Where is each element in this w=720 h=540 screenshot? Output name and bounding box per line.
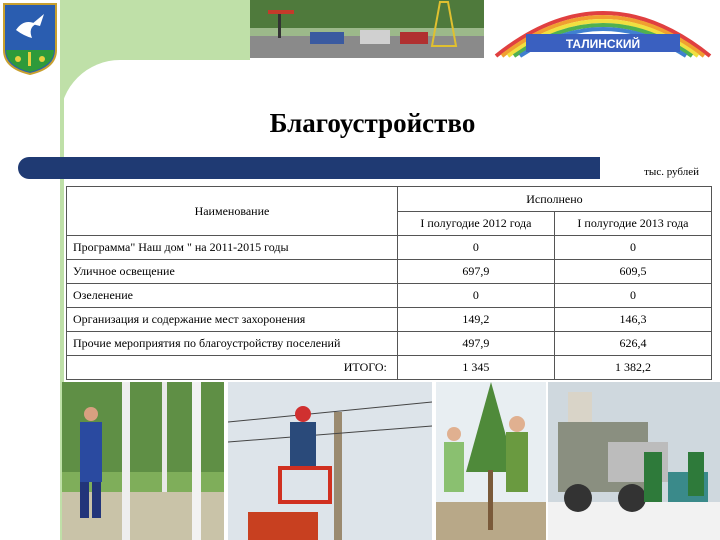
table-row bbox=[67, 308, 712, 332]
title-underline-bar bbox=[18, 157, 600, 179]
executed-header: Исполнено bbox=[397, 187, 711, 212]
row-name: Программа" Наш дом " на 2011-2015 годы bbox=[67, 236, 398, 260]
row-name: Прочие мероприятия по благоустройству поселений bbox=[67, 332, 398, 356]
street-lighting-photo bbox=[228, 382, 432, 540]
district-banner-photo bbox=[486, 0, 720, 58]
worker-birch-photo bbox=[62, 382, 224, 540]
row-name: Организация и содержание мест захоронения bbox=[67, 308, 398, 332]
row-value-2012: 0 bbox=[397, 284, 554, 308]
row-value-2013: 0 bbox=[554, 236, 711, 260]
budget-table bbox=[66, 186, 712, 380]
table-row bbox=[67, 284, 712, 308]
row-value-2013: 609,5 bbox=[554, 260, 711, 284]
row-name: Озеленение bbox=[67, 284, 398, 308]
period-header-2013: I полугодие 2013 года bbox=[554, 212, 711, 236]
table-row bbox=[67, 236, 712, 260]
row-value-2012: 0 bbox=[397, 236, 554, 260]
table-row bbox=[67, 332, 712, 356]
oil-field-photo bbox=[250, 0, 484, 58]
row-value-2013: 146,3 bbox=[554, 308, 711, 332]
row-value-2012: 497,9 bbox=[397, 332, 554, 356]
row-value-2012: 149,2 bbox=[397, 308, 554, 332]
unit-label: тыс. рублей bbox=[644, 166, 699, 178]
table-header-row bbox=[67, 187, 712, 212]
row-name: Уличное освещение bbox=[67, 260, 398, 284]
total-row bbox=[67, 356, 712, 380]
row-value-2012: 697,9 bbox=[397, 260, 554, 284]
row-value-2013: 626,4 bbox=[554, 332, 711, 356]
period-header-2012: I полугодие 2012 года bbox=[397, 212, 554, 236]
total-label: ИТОГО: bbox=[67, 356, 398, 380]
total-2013: 1 382,2 bbox=[554, 356, 711, 380]
header-green-bar bbox=[60, 0, 250, 60]
page-title: Благоустройство bbox=[269, 108, 476, 138]
coat-of-arms-icon bbox=[2, 2, 58, 76]
total-2012: 1 345 bbox=[397, 356, 554, 380]
row-value-2013: 0 bbox=[554, 284, 711, 308]
left-strip bbox=[0, 0, 60, 540]
waste-truck-photo bbox=[548, 382, 720, 540]
photo-strip bbox=[62, 382, 720, 540]
name-header: Наименование bbox=[67, 187, 398, 236]
table-row bbox=[67, 260, 712, 284]
banner-text: ТАЛИНСКИЙ bbox=[565, 37, 641, 51]
tree-planting-photo bbox=[436, 382, 546, 540]
